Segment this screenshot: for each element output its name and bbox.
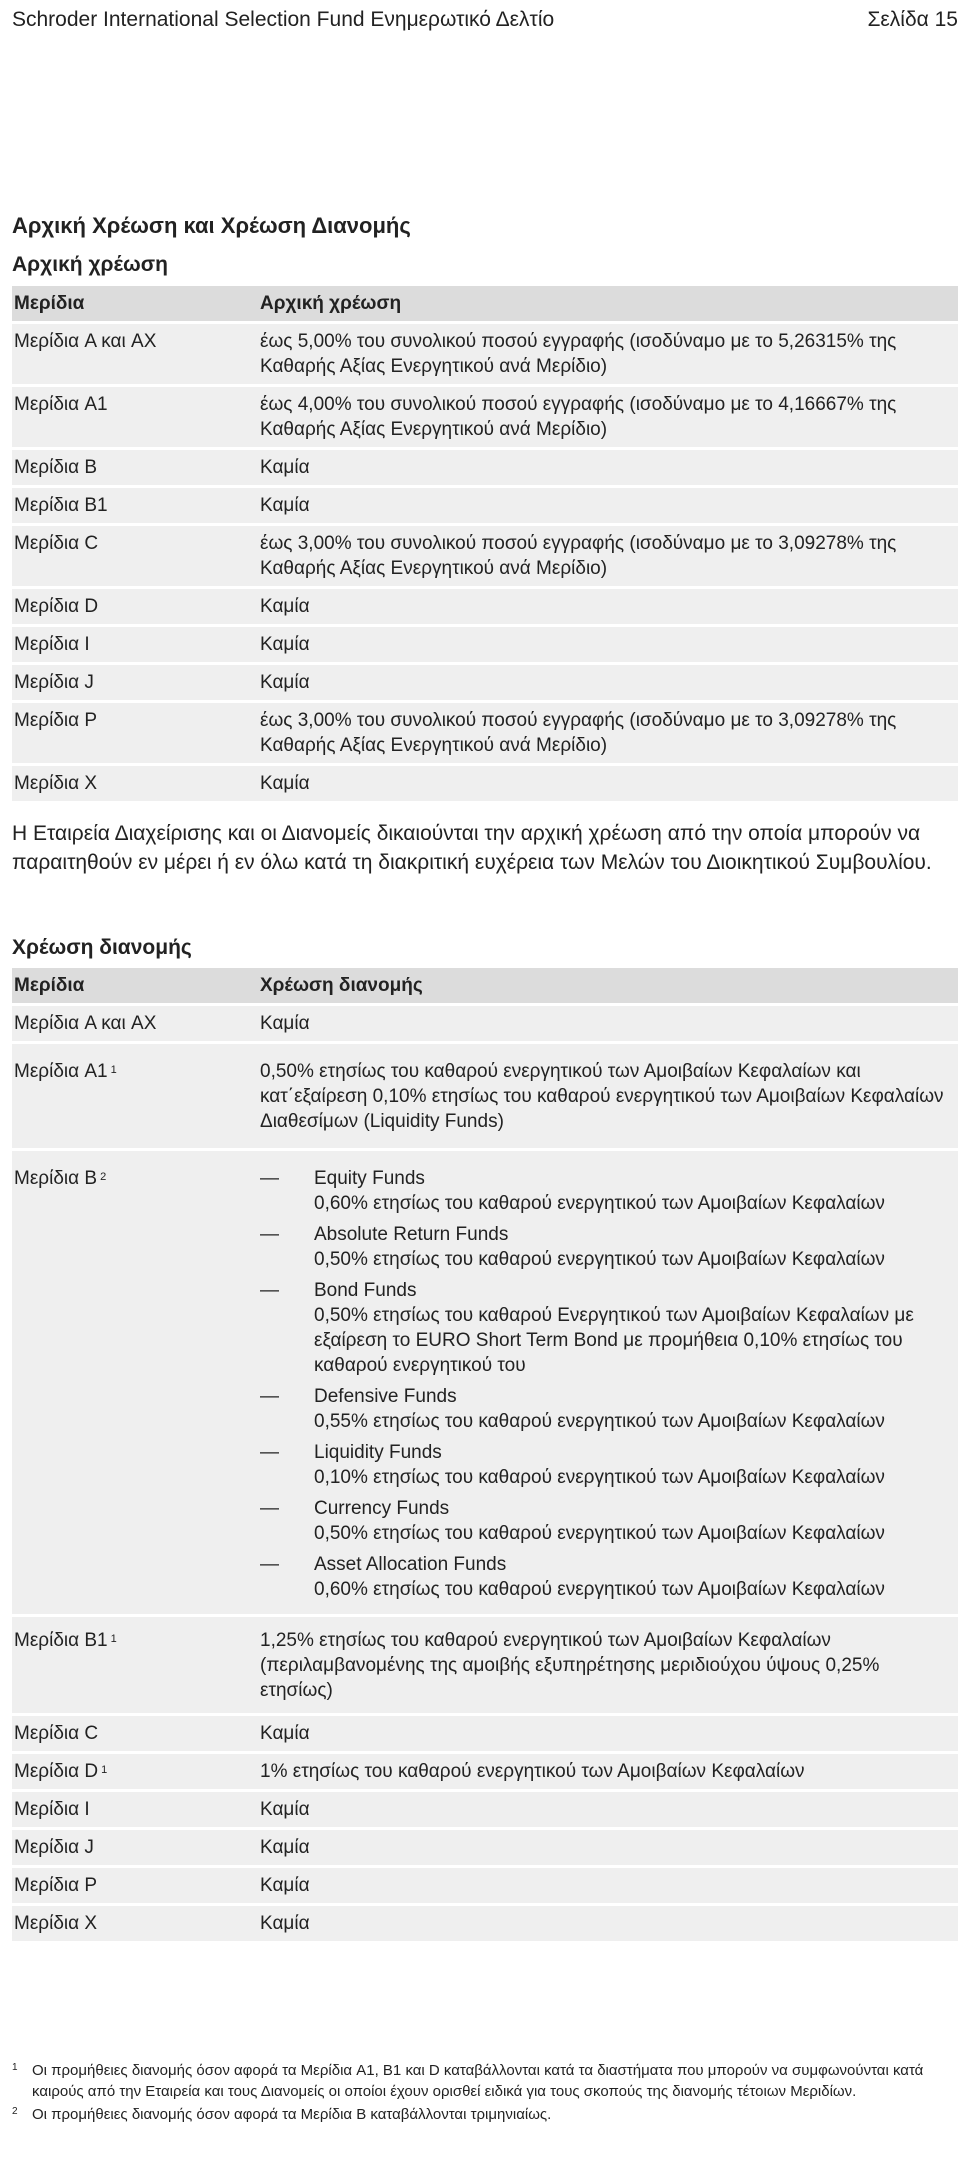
footnote-ref: 2 [100,1171,107,1183]
share-class: Μερίδια C [14,1723,99,1744]
share-class: Μερίδια J [14,1837,94,1858]
dash-bullet: — [260,1442,279,1463]
charge-value: έως 3,00% του συνολικού ποσού εγγραφής (ισοδύναμο με το 3,09278% της Καθαρής Αξίας Ενεργητικού ανά Μερίδιο) [260,533,897,579]
charge-value: Καμία [260,1799,310,1820]
table-row [12,1003,958,1041]
table-row [12,1614,958,1713]
page-number: Σελίδα 15 [867,8,958,31]
dash-bullet: — [260,1280,279,1301]
footnote [12,2060,958,2102]
share-class: Μερίδια B1 $^1$ [14,1630,117,1651]
distribution-charge-table [12,968,958,1941]
fund-type: Bond Funds [314,1280,417,1301]
share-class: Μερίδια B [14,457,98,478]
share-class: Μερίδια C [14,533,99,554]
charge-value: Καμία [260,1875,310,1896]
table-header-row [12,286,958,321]
share-class: Μερίδια D $^1$ [14,1761,108,1782]
charge-value: 1,25% ετησίως του καθαρού ενεργητικού των Αμοιβαίων Κεφαλαίων (περιλαμβανομένης της αμοιβής εξυπηρέτησης μεριδιούχου ύψους 0,25% ετησίως) [260,1630,880,1701]
charge-value [260,1161,958,1614]
distribution-charge-title: Χρέωση διανομής [12,936,192,959]
page-header [12,4,958,38]
fund-type: Currency Funds [314,1498,450,1519]
table-row [12,1827,958,1865]
table-row [12,321,958,384]
footnote-ref: 1 [101,1764,108,1776]
dash-bullet: — [260,1168,279,1189]
table-row [12,1789,958,1827]
fund-type: Asset Allocation Funds [314,1554,507,1575]
header-charge: Αρχική χρέωση [260,293,402,314]
fund-rate: 0,10% ετησίως του καθαρού ενεργητικού των Αμοιβαίων Κεφαλαίων [314,1467,885,1488]
share-class: Μερίδια I [14,634,90,655]
table-row [12,763,958,801]
share-class: Μερίδια B $^2$ [14,1168,107,1189]
share-class: Μερίδια P [14,1875,98,1896]
charge-value: έως 3,00% του συνολικού ποσού εγγραφής (ισοδύναμο με το 3,09278% της Καθαρής Αξίας Ενεργητικού ανά Μερίδιο) [260,710,897,756]
share-class: Μερίδια X [14,1913,98,1934]
charge-value: Καμία [260,634,310,655]
charge-value: 0,50% ετησίως του καθαρού ενεργητικού των Αμοιβαίων Κεφαλαίων και κατ΄εξαίρεση 0,10% ετησίως του καθαρού ενεργητικού των Αμοιβαίων Κεφαλαίων Διαθεσίμων (Liquidity Funds) [260,1061,944,1132]
fund-type: Defensive Funds [314,1386,457,1407]
table-row [12,523,958,586]
share-class: Μερίδια B1 [14,495,108,516]
footnotes [12,2060,958,2127]
dash-bullet: — [260,1224,279,1245]
charge-value: Καμία [260,1837,310,1858]
list-item [260,1440,950,1490]
share-class: Μερίδια A1 $^1$ [14,1061,117,1082]
share-class: Μερίδια A και AX [14,1013,157,1034]
table-row [12,485,958,523]
table-row [12,1751,958,1789]
fund-rate: 0,60% ετησίως του καθαρού ενεργητικού των Αμοιβαίων Κεφαλαίων [314,1579,885,1600]
footnote [12,2104,958,2125]
fund-rate: 0,50% ετησίως του καθαρού ενεργητικού των Αμοιβαίων Κεφαλαίων [314,1249,885,1270]
charge-value: Καμία [260,1723,310,1744]
charge-value: Καμία [260,457,310,478]
table-row [12,1148,958,1614]
fund-type: Equity Funds [314,1168,425,1189]
header-charge: Χρέωση διανομής [260,975,423,996]
footnote-mark: 1 [12,2062,18,2073]
fund-rate: 0,55% ετησίως του καθαρού ενεργητικού των Αμοιβαίων Κεφαλαίων [314,1411,885,1432]
list-item [260,1166,950,1216]
table-row [12,384,958,447]
table-row [12,1041,958,1148]
table-row [12,624,958,662]
share-class: Μερίδια A και AX [14,331,157,352]
charge-value: 1% ετησίως του καθαρού ενεργητικού των Αμοιβαίων Κεφαλαίων [260,1761,805,1782]
table-row [12,700,958,763]
footnote-mark: 2 [12,2106,18,2117]
header-share: Μερίδια [14,293,85,314]
list-item [260,1552,950,1602]
charge-value: έως 4,00% του συνολικού ποσού εγγραφής (ισοδύναμο με το 4,16667% της Καθαρής Αξίας Ενεργητικού ανά Μερίδιο) [260,394,897,440]
fund-rate: 0,50% ετησίως του καθαρού Ενεργητικού των Αμοιβαίων Κεφαλαίων με εξαίρεση το EURO Short Term Bond με προμήθεια 0,10% ετησίως του καθαρού ενεργητικού του [314,1305,914,1376]
share-class: Μερίδια A1 [14,394,108,415]
list-item [260,1278,950,1378]
table-row [12,586,958,624]
fund-rate: 0,60% ετησίως του καθαρού ενεργητικού των Αμοιβαίων Κεφαλαίων [314,1193,885,1214]
dash-bullet: — [260,1386,279,1407]
table-row [12,1865,958,1903]
share-class: Μερίδια J [14,672,94,693]
initial-charge-title: Αρχική χρέωση [12,253,168,276]
charge-value: Καμία [260,596,310,617]
table-row [12,1713,958,1751]
section-title: Αρχική Χρέωση και Χρέωση Διανομής [12,213,411,238]
table-header-row [12,968,958,1003]
charge-value: Καμία [260,773,310,794]
list-item [260,1384,950,1434]
table-row [12,1903,958,1941]
fund-type: Liquidity Funds [314,1442,442,1463]
charge-value: Καμία [260,495,310,516]
charge-value: Καμία [260,1013,310,1034]
charge-value: Καμία [260,672,310,693]
footnote-ref: 1 [110,1633,117,1645]
table-row [12,447,958,485]
charge-value: έως 5,00% του συνολικού ποσού εγγραφής (ισοδύναμο με το 5,26315% της Καθαρής Αξίας Ενεργητικού ανά Μερίδιο) [260,331,897,377]
header-share: Μερίδια [14,975,85,996]
charge-value: Καμία [260,1913,310,1934]
list-item [260,1222,950,1272]
footnote-text: Οι προμήθειες διανομής όσον αφορά τα Μερίδια A1, B1 και D καταβάλλονται κατά τα διαστήματα που μπορούν να συμφωνούνται κατά καιρούς από την Εταιρεία και τους Διανομείς οι οποίοι έχουν ορισθεί ειδικά για τους σκοπούς της διανομής τέτοιων Μεριδίων. [32,2062,924,2100]
initial-charge-table [12,286,958,801]
footnote-text: Οι προμήθειες διανομής όσον αφορά τα Μερίδια B καταβάλλονται τριμηνιαίως. [32,2106,552,2123]
table-row [12,662,958,700]
fund-rate: 0,50% ετησίως του καθαρού ενεργητικού των Αμοιβαίων Κεφαλαίων [314,1523,885,1544]
share-class: Μερίδια X [14,773,98,794]
share-class: Μερίδια D [14,596,99,617]
document-title: Schroder International Selection Fund Ενημερωτικό Δελτίο [12,8,555,31]
share-class: Μερίδια P [14,710,98,731]
list-item [260,1496,950,1546]
fund-type: Absolute Return Funds [314,1224,509,1245]
dash-bullet: — [260,1498,279,1519]
initial-charge-note: Η Εταιρεία Διαχείρισης και οι Διανομείς δικαιούνται την αρχική χρέωση από την οποία μπορούν να παραιτηθούν εν μέρει ή εν όλω κατά τη διακριτική ευχέρεια των Μελών του Διοικητικού Συμβουλίου. [12,822,932,874]
footnote-ref: 1 [110,1064,117,1076]
share-class: Μερίδια I [14,1799,90,1820]
dash-bullet: — [260,1554,279,1575]
